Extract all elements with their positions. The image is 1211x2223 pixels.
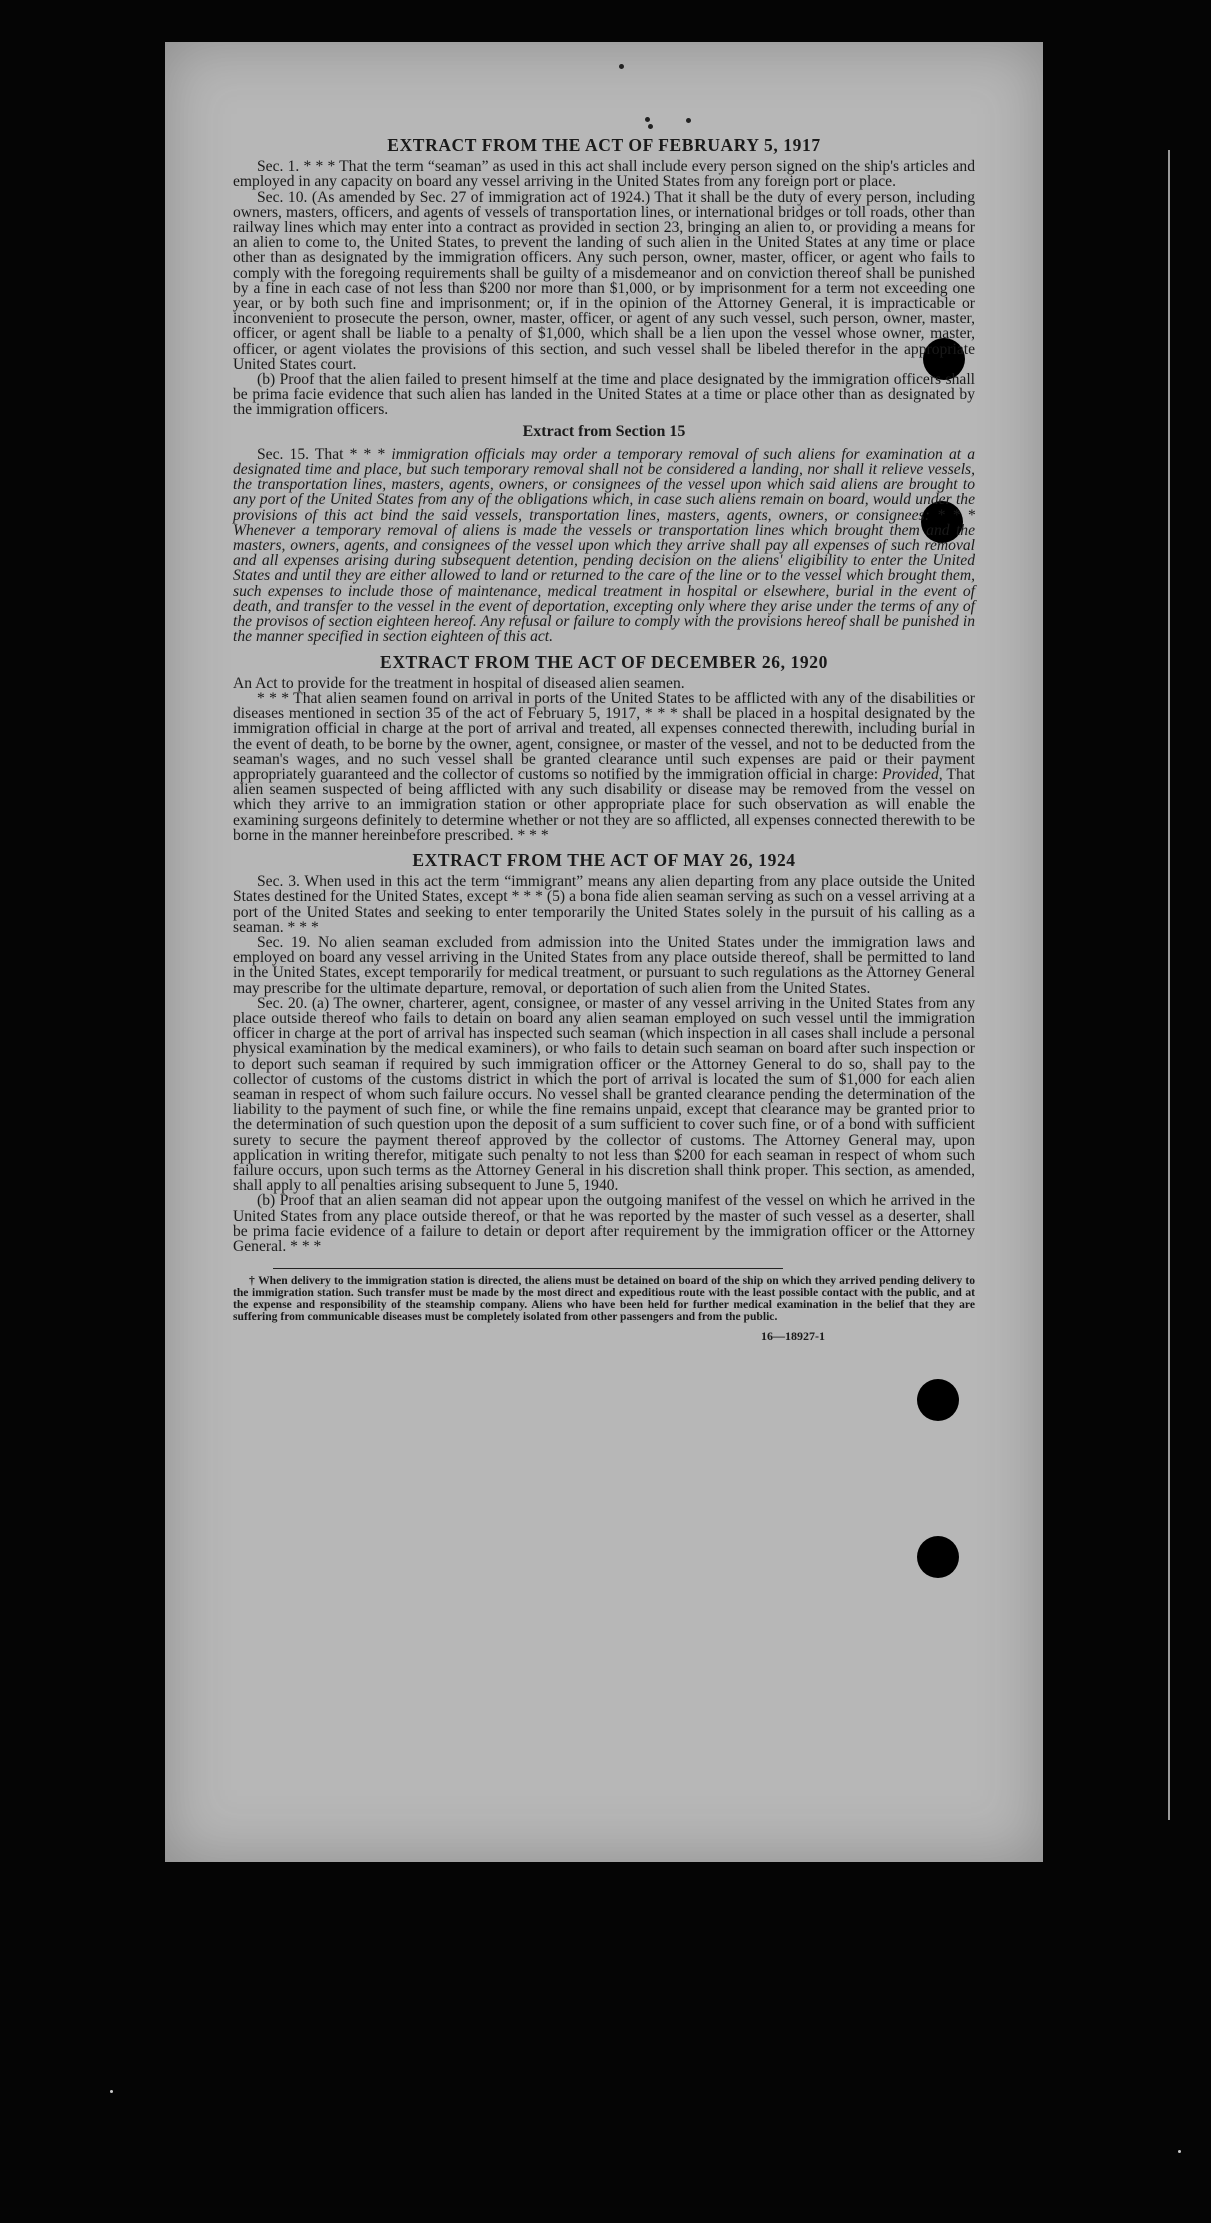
- paragraph-sec-20: Sec. 20. (a) The owner, charterer, agent, consignee, or master of any vessel arriving in the United States from any place outside thereof who fails to detain on board any alien seaman employed on such vessel until the immigration officer in charge at the port of arrival has inspected such seaman (which inspection in all cases shall include a personal physical examination by the medical examiners), or who fails to detain such seaman on board after such inspection or to deport such seaman if required by such immigration officer or the Attorney General to do so, shall pay to the collector of customs of the customs district in which the port of arrival is located the sum of $1,000 for each alien seaman in respect of whom such failure occurs. No vessel shall be granted clearance pending the determination of the liability to the payment of such fine, or while the fine remains unpaid, except that clearance may be granted prior to the determination of such question upon the deposit of a sum sufficient to cover such fine, or of a bond with sufficient surety to secure the payment thereof approved by the collector of customs. The Attorney General may, upon application in writing therefor, mitigate such penalty to not less than $200 for each seaman in respect of whom such failure occurs, upon such terms as the Attorney General in his discretion shall think proper. This section, as amended, shall apply to all penalties arising subsequent to June 5, 1940.: [233, 994, 975, 1195]
- provided-word: Provided,: [882, 765, 943, 783]
- paragraph-sec-19: Sec. 19. No alien seaman excluded from admission into the United States under the immigration laws and employed on board any vessel arriving in the United States from any place outside thereof, shall be permitted to land in the United States, except temporarily for medical treatment, or pursuant to such regulations as the Attorney General may prescribe for the ultimate departure, removal, or deportation of such alien from the United States.: [233, 933, 975, 997]
- hospital-text-b: That alien seamen suspected of being afflicted with any such disability or disease may be removed from the vessel on which they arrive to an immigration station or other appropriate place for such observation as will enable the examining surgeons definitely to determine whether or not they are so afflicted, all expenses connected therewith to be borne in the manner hereinbefore prescribed. * * *: [233, 765, 975, 844]
- form-number: 16—18927-1: [761, 1329, 825, 1344]
- hospital-text-a: * * * That alien seamen found on arrival in ports of the United States to be afflicted with any of the disabilities or diseases mentioned in section 35 of the act of February 5, 1917, * * * shall be placed in a hospital designated by the immigration official in charge at the port of arrival and treated, all expenses connected therewith, including burial in the event of death, to be borne by the owner, agent, consignee, or master of the vessel, and not to be deducted from the seaman's wages, and no such vessel shall be granted clearance until such expenses are paid or their payment appropriately guaranteed and the collector of customs so notified by the immigration official in charge:: [233, 689, 975, 783]
- sec-15-lead: Sec. 15. That * * *: [257, 445, 392, 463]
- punch-hole: [917, 1536, 959, 1578]
- heading-act-1924: EXTRACT FROM THE ACT OF MAY 26, 1924: [412, 849, 796, 870]
- paragraph-sec-10: Sec. 10. (As amended by Sec. 27 of immigration act of 1924.) That it shall be the duty of every person, including owners, masters, officers, and agents of vessels of transportation lines, or international bridges or toll roads, other than railway lines which may enter into a contract as provided in section 23, bringing an alien to, or providing a means for an alien to come to, the United States, to prevent the landing of such alien in the United States at any time or place other than as designated by the immigration officers. Any such person, owner, master, officer, or agent who fails to comply with the foregoing requirements shall be guilty of a misdemeanor and on conviction thereof shall be punished by a fine in each case of not less than $200 nor more than $1,000, or by imprisonment for a term not exceeding one year, or by both such fine and imprisonment; or, if in the opinion of the Attorney General, it is impracticable or inconvenient to prosecute the person, owner, master, officer, or agent of any such vessel, such person, owner, master, officer, or agent shall be liable to a penalty of $1,000, which shall be a lien upon the vessel whose owner, master, officer, or agent violates the provisions of this section, and such vessel shall be libeled therefor in the appropriate United States court.: [233, 188, 975, 373]
- ink-dot: [648, 124, 653, 129]
- heading-act-1920: EXTRACT FROM THE ACT OF DECEMBER 26, 1920: [380, 651, 828, 672]
- sec-15-italic-text: immigration officials may order a temporary removal of such aliens for examination at a designated time and place, but such temporary removal shall not be considered a landing, nor shall it relieve vessels, the transportation lines, masters, agents, owners, or consignees of the vessel upon which said aliens are brought to any port of the United States from any of the obligations which, in case such aliens remain on board, would under the provisions of this act bind the said vessels, transportation lines, masters, agents, owners, or consignees: * * * Whenever a temporary removal of aliens is made the vessels or transportation lines which brought them and the masters, owners, agents, and consignees of the vessel upon which they arrive shall pay all expenses of such removal and all expenses arising during subsequent detention, pending decision on the aliens' eligibility to enter the United States and until they are either allowed to land or returned to the care of the line or to the vessel which brought them, such expenses to include those of maintenance, medical treatment in hospital or elsewhere, burial in the event of death, and transfer to the vessel in the event of deportation, excepting only where they arise under the terms of any of the provisos of section eighteen hereof. Any refusal or failure to comply with the provisions hereof shall be punished in the manner specified in section eighteen of this act.: [233, 445, 976, 646]
- ink-dot: [686, 118, 691, 123]
- film-speck: [110, 2090, 113, 2093]
- paragraph-sec-20-b: (b) Proof that an alien seaman did not appear upon the outgoing manifest of the vessel on which he arrived in the United States from any place outside thereof, or that he was reported by the master of such vessel as a deserter, shall be prima facie evidence of a failure to detain or deport after requirement by the immigration officer or the Attorney General. * * *: [233, 1192, 975, 1256]
- heading-act-1917: EXTRACT FROM THE ACT OF FEBRUARY 5, 1917: [387, 135, 821, 155]
- film-speck: [1178, 2150, 1181, 2153]
- paragraph-sec-15: [233, 447, 975, 645]
- document-body: [233, 134, 975, 1344]
- footnote-rule: [273, 1268, 783, 1269]
- ink-dot: [619, 64, 624, 69]
- paragraph-sec-10-b: (b) Proof that the alien failed to present himself at the time and place designated by the immigration officers shall be prima facie evidence that such alien has landed in the United States at a time or place other than as designated by the immigration officers.: [233, 371, 975, 419]
- heading-section-15: Extract from Section 15: [522, 422, 686, 440]
- ink-dot: [645, 117, 650, 122]
- film-edge-line: [1168, 150, 1170, 1820]
- paragraph-sec-3: Sec. 3. When used in this act the term “immigrant” means any alien departing from any place outside the United States destined for the United States, except * * * (5) a bona fide alien seaman serving as such on a vessel arriving at a port of the United States and seeking to enter temporarily the United States solely in the pursuit of his calling as a seaman. * * *: [233, 873, 975, 936]
- paragraph-act-title: An Act to provide for the treatment in hospital of diseased alien seamen.: [233, 674, 685, 692]
- footnote-text: † When delivery to the immigration station is directed, the aliens must be detained on board of the ship on which they arrived pending delivery to the immigration station. Such transfer must be made by the most direct and expeditious route with the least possible contact with the public, and at the expense and responsibility of the steamship company. Aliens who have been held for further medical examination in the belief that they are suffering from communicable diseases must be completely isolated from other passengers and from the public.: [233, 1274, 975, 1324]
- punch-hole: [917, 1379, 959, 1421]
- footnote: [233, 1275, 975, 1323]
- paragraph-hospital-treatment: [233, 691, 975, 843]
- paragraph-sec-1: Sec. 1. * * * That the term “seaman” as used in this act shall include every person signed on the ship's articles and employed in any capacity on board any vessel arriving in the United States from any foreign port or place.: [233, 158, 975, 191]
- document-page: [165, 42, 1043, 1862]
